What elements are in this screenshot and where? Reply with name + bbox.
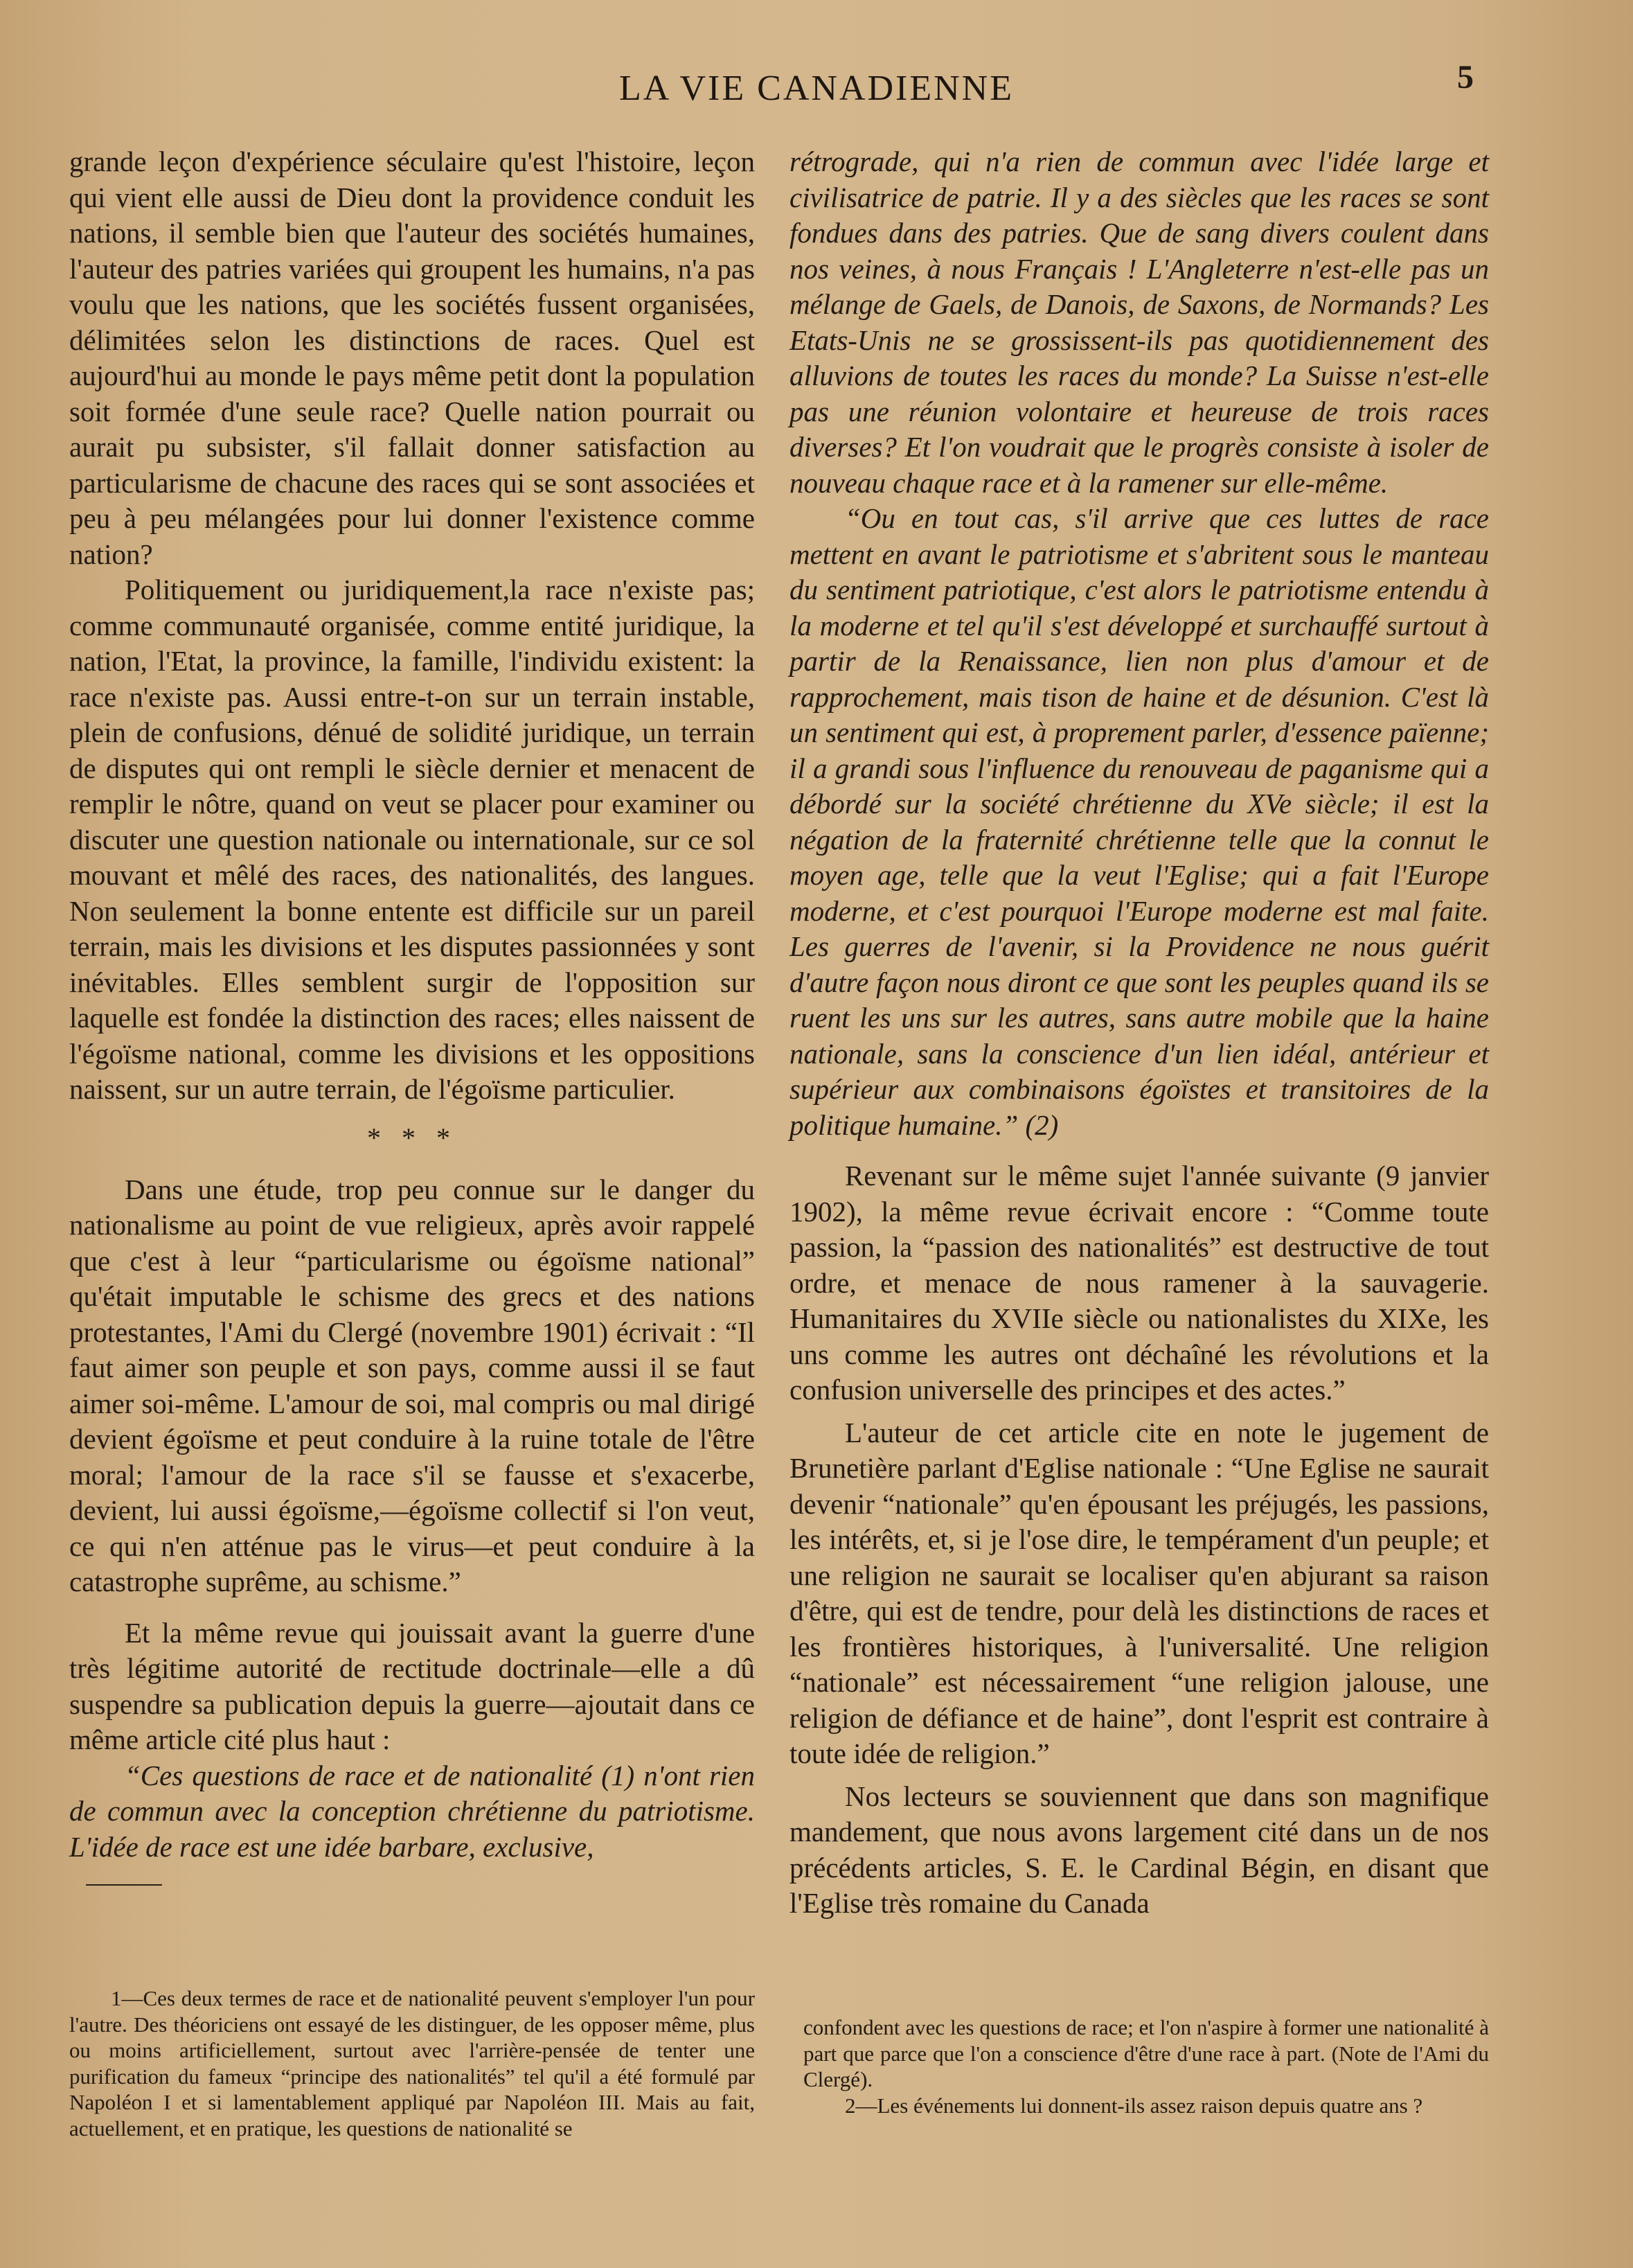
left-column [69,144,755,1899]
section-separator: * * * [367,1122,457,1153]
right-paragraph-4: L'auteur de cet article cite en note le jugement de Brunetière parlant d'Eglise nationale : “Une Eglise ne saurait devenir “nationale” qu'en épousant les préjugés, les passions, les intérêts, et, si je l'ose dire, le tempérament d'un peuple; et une religion ne saurait se localiser qu'en abjurant sa raison d'être, qui est de tendre, pour delà les distinctions de races et les frontières historiques, à l'universalité. Une religion “nationale” est nécessairement “une religion jalouse, une religion de défiance et de haine”, dont l'esprit est contraire à toute idée de religion.” [789,1416,1489,1769]
right-column [789,144,1489,1922]
footnote-1-text: 1—Ces deux termes de race et de nationalité peuvent s'employer l'un pour l'autre. Des théoriciens ont essayé de les distinguer, de les opposer même, plus ou moins artificiellement, surtout avec l'arrière-pensée de tenter une purification du fameux “principe des nationalités” tel qu'il a été formulé par Napoléon I et si lamentablement appliqué par Napoléon III. Mais au fait, actuellement, et en pratique, les questions de nationalité se [69,1986,755,2141]
running-head: LA VIE CANADIENNE [619,69,1014,108]
footnote-continuation-text: confondent avec les questions de race; et l'on n'aspire à former une nationalité à part que parce que l'on a conscience d'être d'une race à part. (Note de l'Ami du Clergé). [803,2015,1489,2091]
right-paragraph-2: “Ou en tout cas, s'il arrive que ces luttes de race mettent en avant le patriotisme et s'abritent sous le manteau du sentiment patriotique, c'est alors le patriotisme entendu à la moderne et tel qu'il s'est développé et surchauffé surtout à partir de la Renaissance, lien non plus d'amour et de rapprochement, mais tison de haine et de désunion. C'est là un sentiment qui est, à proprement parler, d'essence païenne; il a grandi sous l'influence du renouveau de paganisme qui a débordé sur la société chrétienne du XVe siècle; il est la négation de la fraternité chrétienne telle que la connut le moyen age, telle que la veut l'Eglise; qui a fait l'Europe moderne, et c'est pourquoi l'Europe moderne est mal faite. Les guerres de l'avenir, si la Providence ne nous guérit d'autre façon nous diront ce que sont les peuples quand ils se ruent les uns sur les autres, sans autre mobile que la haine nationale, sans la conscience d'un lien idéal, antérieur et supérieur aux combinaisons égoïstes et transitoires de la politique humaine.” (2) [789,502,1489,1141]
footnote-continuation [803,2014,1489,2118]
left-paragraph-2: Politiquement ou juridiquement,la race n'existe pas; comme communauté organisée, comme entité juridique, la nation, l'Etat, la province, la famille, l'individu existent: la race n'existe pas. Aussi entre-t-on sur un terrain instable, plein de confusions, dénué de solidité juridique, un terrain de disputes qui ont rempli le siècle dernier et menacent de remplir le nôtre, quand on veut se placer pour examiner ou discuter une question nationale ou internationale, sur ce sol mouvant et mêlé des races, des nationalités, des langues. Non seulement la bonne entente est difficile sur un pareil terrain, mais les divisions et les disputes passionnées y sont inévitables. Elles semblent surgir de l'opposition sur laquelle est fondée la distinction des races; elles naissent de l'égoïsme national, comme les divisions et les oppositions naissent, sur un autre terrain, de l'égoïsme particulier. [69,574,755,1105]
footnote-rule [86,1884,162,1886]
left-paragraph-3: Dans une étude, trop peu connue sur le danger du nationalisme au point de vue religieux, après avoir rappelé que c'est à leur “particularisme ou égoïsme national” qu'était imputable le schisme des grecs et des nations protestantes, l'Ami du Clergé (novembre 1901) écrivait : “Il faut aimer son peuple et son pays, comme aussi il se faut aimer soi-même. L'amour de soi, mal compris ou mal dirigé devient égoïsme et peut conduire à la ruine totale de l'être moral; l'amour de la race s'il se fausse et s'exacerbe, devient, lui aussi égoïsme,—égoïsme collectif si l'on veut, ce qui n'en atténue pas le virus—et peut conduire à la catastrophe suprême, au schisme.” [69,1173,755,1597]
right-paragraph-3: Revenant sur le même sujet l'année suivante (9 janvier 1902), la même revue écrivait encore : “Comme toute passion, la “passion des nationalités” est destructive de tout ordre, et menace de nous ramener à la sauvagerie. Humanitaires du XVIIe siècle ou nationalistes du XIXe, les uns comme les autres ont déchaîné les révolutions et la confusion universelle des principes et des actes.” [789,1160,1489,1406]
left-paragraph-1: grande leçon d'expérience séculaire qu'est l'histoire, leçon qui vient elle aussi de Dieu dont la providence conduit les nations, il semble bien que l'auteur des sociétés humaines, l'auteur des patries variées qui groupent les humains, n'a pas voulu que les nations, que les sociétés fussent organisées, délimitées selon les distinctions de races. Quel est aujourd'hui au monde le pays même petit dont la population soit formée d'une seule race? Quelle nation pourrait ou aurait pu subsister, s'il fallait donner satisfaction au particularisme de chacune des races qui se sont associées et peu à peu mélangées pour lui donner l'existence comme nation? [69,145,755,570]
right-paragraph-1: rétrograde, qui n'a rien de commun avec l'idée large et civilisatrice de patrie. Il y a des siècles que les races se sont fondues dans des patries. Que de sang divers coulent dans nos veines, à nous Français ! L'Angleterre n'est-elle pas un mélange de Gaels, de Danois, de Saxons, de Normands? Les Etats-Unis ne se grossissent-ils pas quotidiennement des alluvions de toutes les races du monde? La Suisse n'est-elle pas une réunion volontaire et heureuse de trois races diverses? Et l'on voudrait que le progrès consiste à isoler de nouveau chaque race et à la ramener sur elle-même. [789,145,1489,499]
left-paragraph-5: “Ces questions de race et de nationalité (1) n'ont rien de commun avec la conception chrétienne du patriotisme. L'idée de race est une idée barbare, exclusive, [69,1759,755,1863]
footnote-1 [69,1985,755,2141]
left-paragraph-4: Et la même revue qui jouissait avant la guerre d'une très légitime autorité de rectitude doctrinale—elle a dû suspendre sa publication depuis la guerre—ajoutait dans ce même article cité plus haut : [69,1616,755,1755]
page-number: 5 [1457,59,1474,96]
footnote-2-text: 2—Les événements lui donnent-ils assez raison depuis quatre ans ? [845,2093,1423,2118]
right-paragraph-5: Nos lecteurs se souviennent que dans son magnifique mandement, que nous avons largement cité dans un de nos précédents articles, S. E. le Cardinal Bégin, en disant que l'Eglise très romaine du Canada [789,1780,1489,1919]
